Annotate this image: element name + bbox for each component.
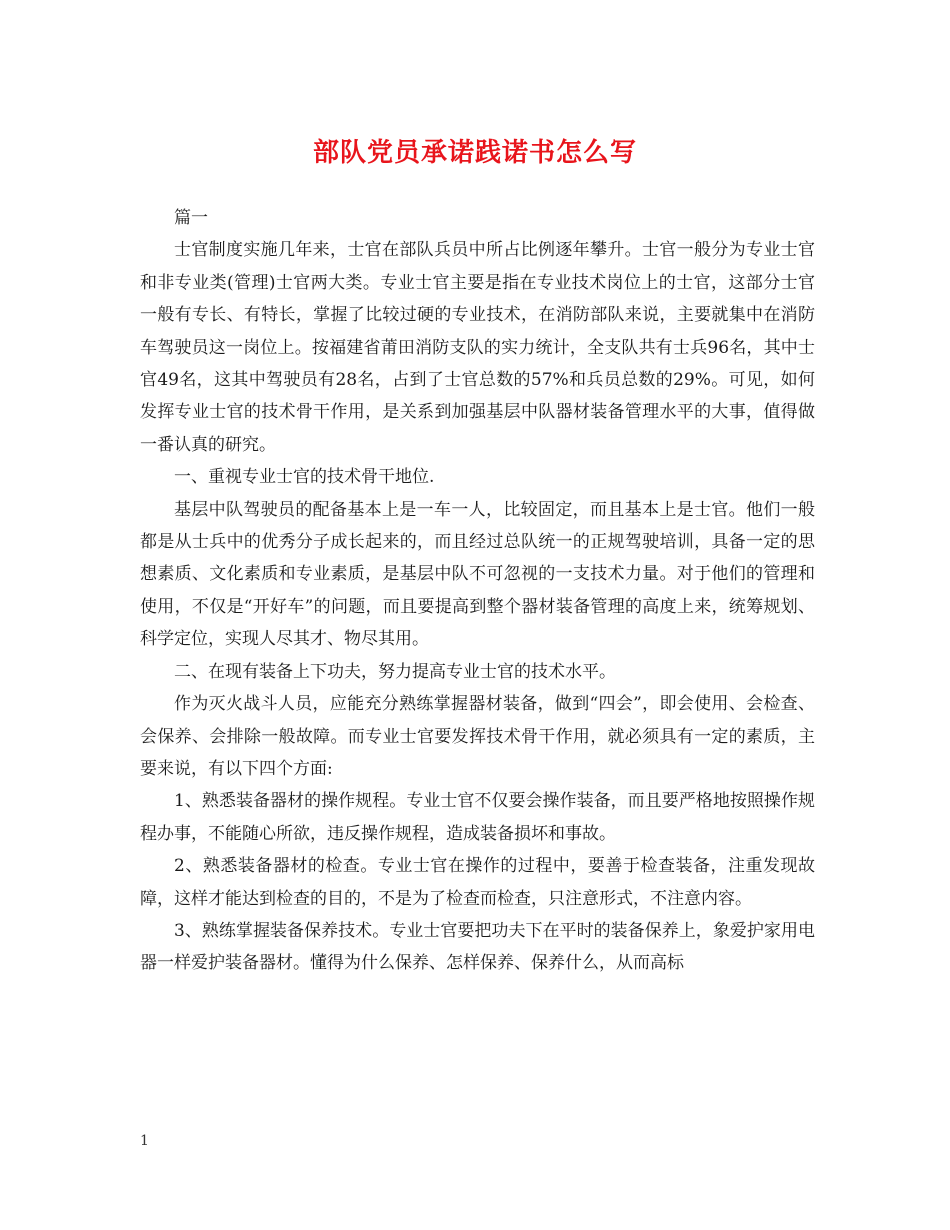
- list-item: 1、熟悉装备器材的操作规程。专业士官不仅要会操作装备，而且要严格地按照操作规程办事，不能随心所欲，违反操作规程，造成装备损坏和事故。: [140, 791, 815, 844]
- section-label: 篇一: [174, 208, 208, 228]
- section-heading: 一、重视专业士官的技术骨干地位.: [174, 467, 435, 488]
- body-paragraph: 基层中队驾驶员的配备基本上是一车一人，比较固定，而且基本上是士官。他们一般都是从士兵中的优秀分子成长起来的，而且经过总队统一的正规驾驶培训，具备一定的思想素质、文化素质和专业素质，是基层中队不可忽视的一支技术力量。对于他们的管理和使用，不仅是“开好车”的问题，而且要提高到整个器材装备管理的高度上来，统筹规划、科学定位，实现人尽其才、物尽其用。: [140, 499, 815, 650]
- list-item: 2、熟悉装备器材的检查。专业士官在操作的过程中，要善于检查装备，注重发现故障，这样才能达到检查的目的，不是为了检查而检查，只注意形式，不注意内容。: [140, 856, 815, 909]
- document-title: 部队党员承诺践诺书怎么写: [312, 138, 637, 168]
- body-paragraph: 作为灭火战斗人员，应能充分熟练掌握器材装备，做到“四会”，即会使用、会检查、会保养、会排除一般故障。而专业士官要发挥技术骨干作用，就必须具有一定的素质，主要来说，有以下四个方面:: [140, 694, 815, 779]
- document-body: [140, 202, 815, 980]
- section-heading: 二、在现有装备上下功夫，努力提高专业士官的技术水平。: [174, 661, 616, 682]
- body-paragraph: 士官制度实施几年来，士官在部队兵员中所占比例逐年攀升。士官一般分为专业士官和非专业类(管理)士官两大类。专业士官主要是指在专业技术岗位上的士官，这部分士官一般有专长、有特长，掌握了比较过硬的专业技术，在消防部队来说，主要就集中在消防车驾驶员这一岗位上。按福建省莆田消防支队的实力统计，全支队共有士兵96名，其中士官49名，这其中驾驶员有28名，占到了士官总数的57%和兵员总数的29%。可见，如何发挥专业士官的技术骨干作用，是关系到加强基层中队器材装备管理水平的大事，值得做一番认真的研究。: [140, 240, 815, 455]
- list-item: 3、熟练掌握装备保养技术。专业士官要把功夫下在平时的装备保养上，象爱护家用电器一样爱护装备器材。懂得为什么保养、怎样保养、保养什么，从而高标: [140, 920, 815, 974]
- page-number: 1: [140, 1133, 149, 1149]
